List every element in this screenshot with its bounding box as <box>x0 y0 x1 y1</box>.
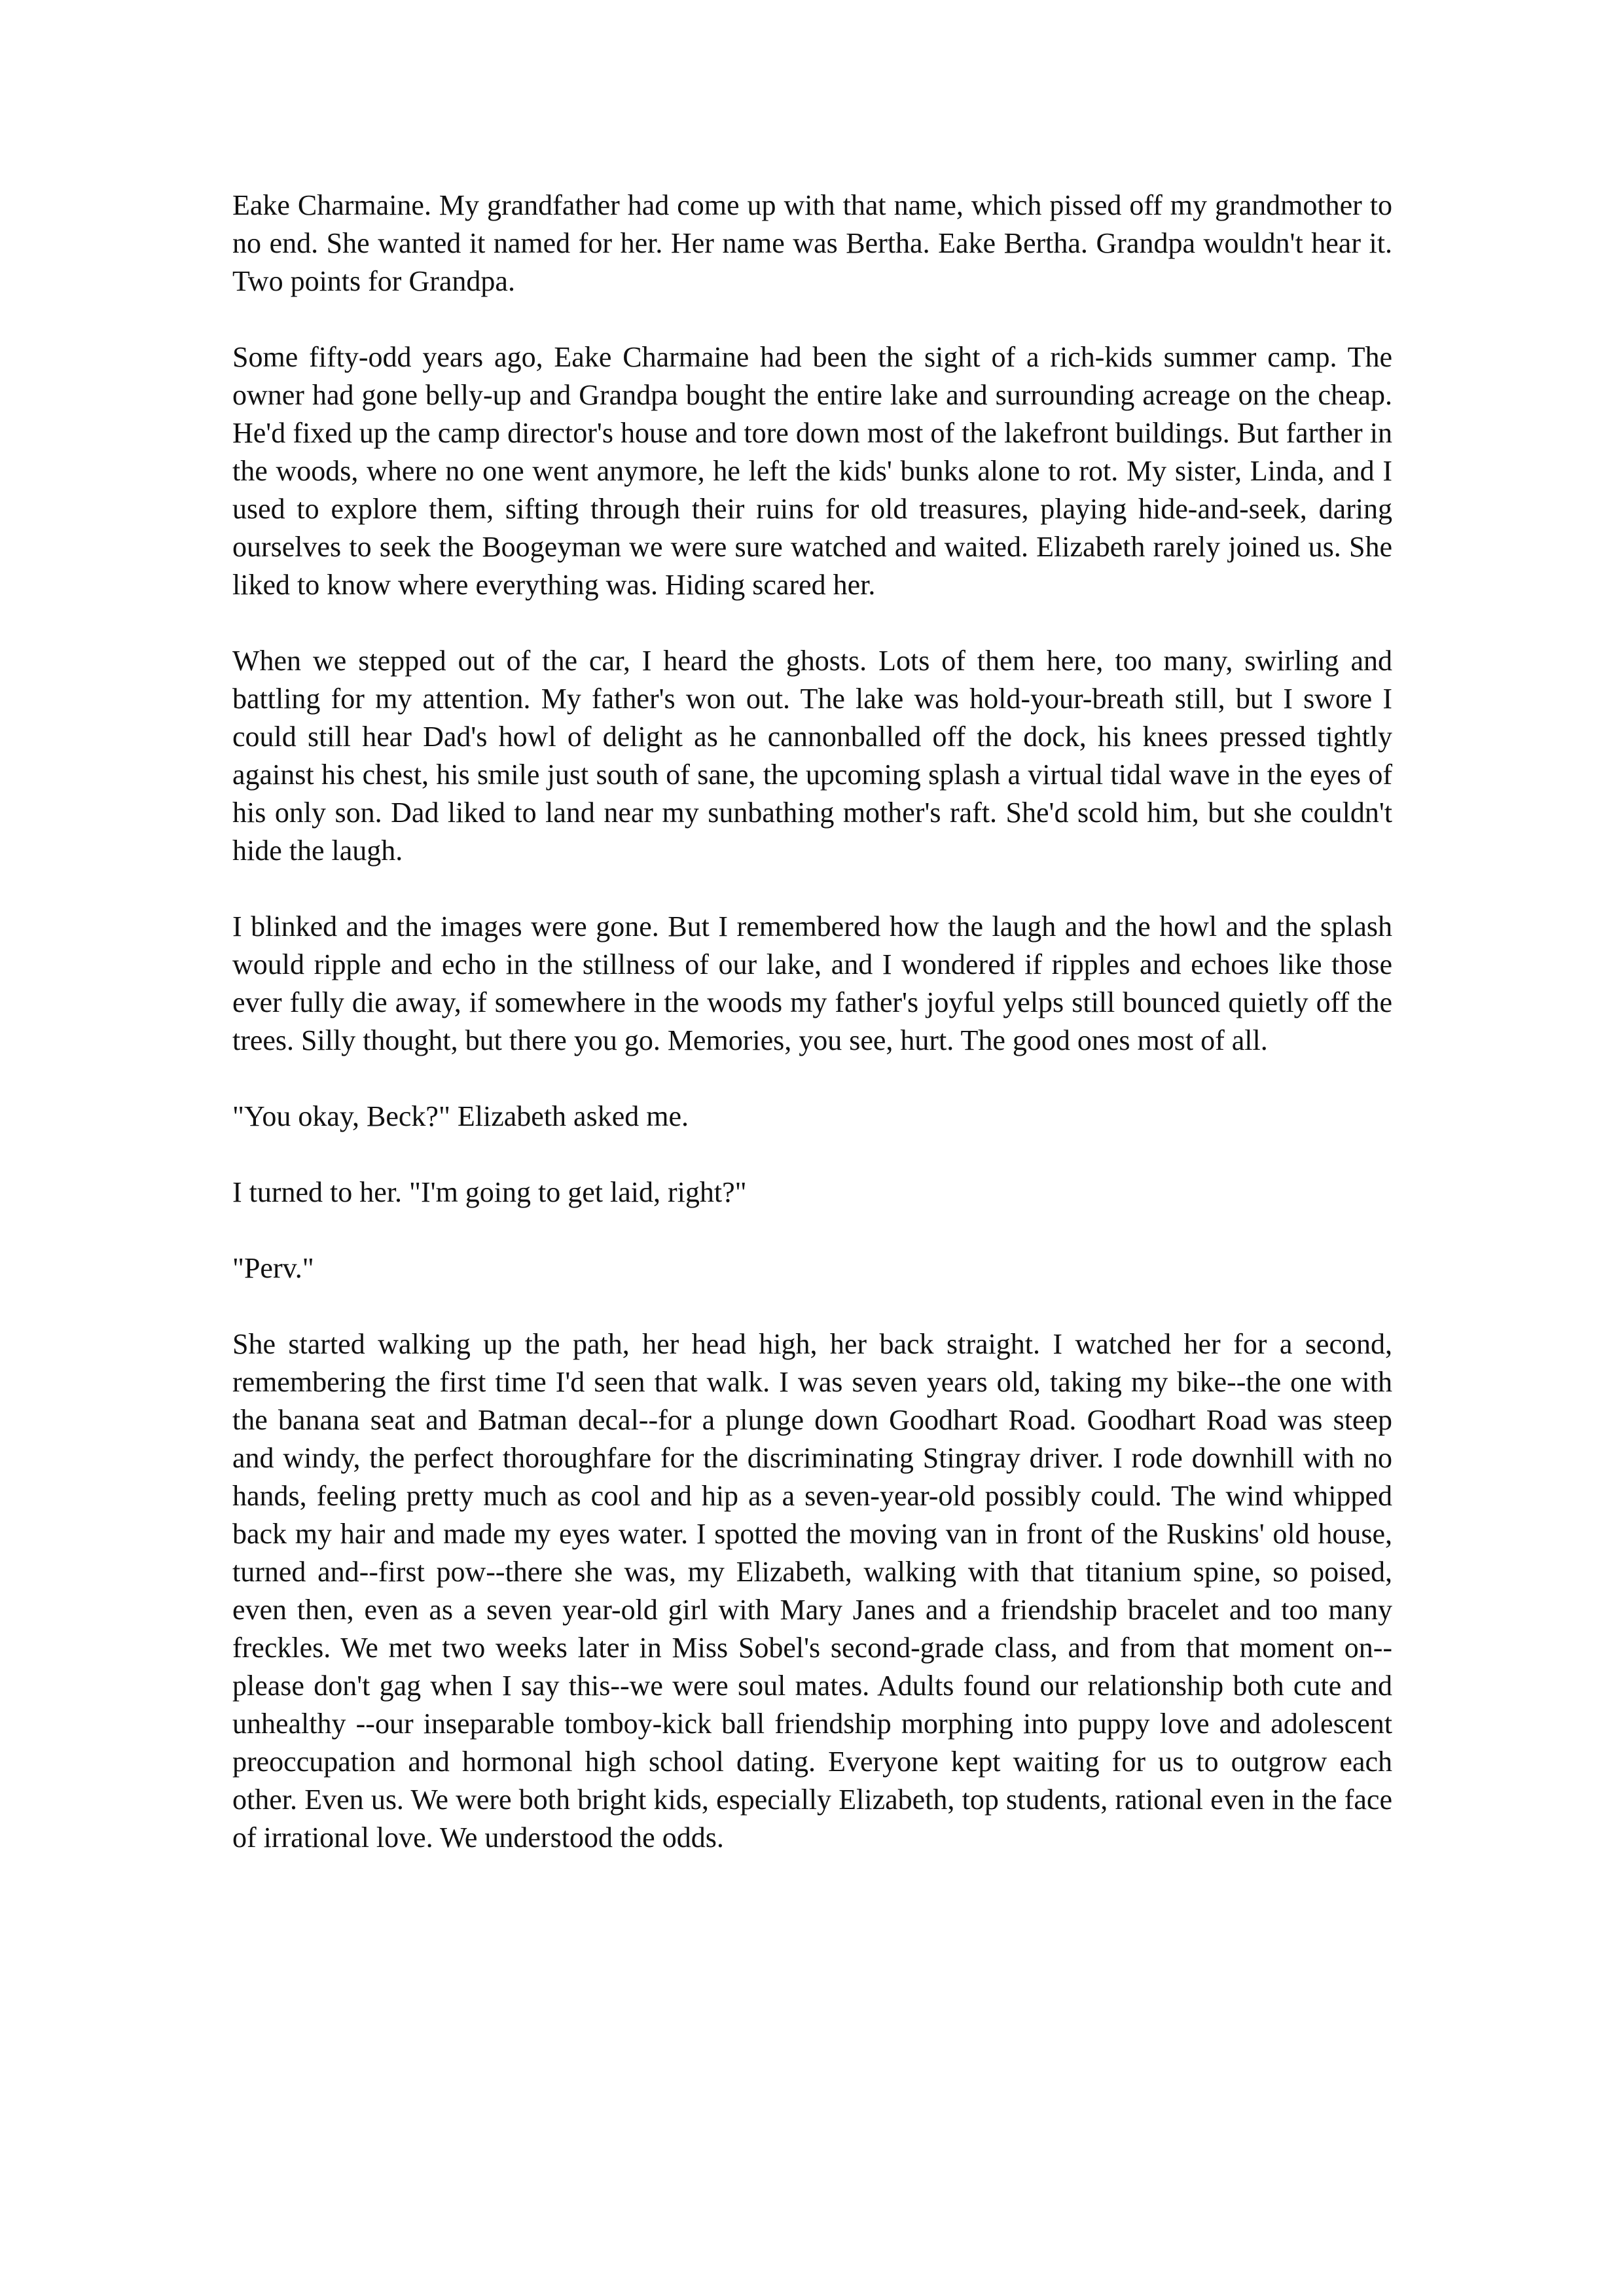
paragraph-dialogue-turned: I turned to her. "I'm going to get laid, right?" <box>232 1176 747 1208</box>
paragraph-lake-name: Eake Charmaine. My grandfather had come up with that name, which pissed off my grandmother to no end. She wanted it named for her. Her name was Bertha. Eake Bertha. Grandpa wouldn't hear it. Two points for Grandpa. <box>232 189 1392 297</box>
paragraph-dialogue-perv: "Perv." <box>232 1252 314 1284</box>
document-page <box>232 187 1392 1895</box>
paragraph-summer-camp: Some fifty-odd years ago, Eake Charmaine had been the sight of a rich-kids summer camp. The owner had gone belly-up and Grandpa bought the entire lake and surrounding acreage on the cheap. He'd fixed up the camp director's house and tore down most of the lakefront buildings. But farther in the woods, where no one went anymore, he left the kids' bunks alone to rot. My sister, Linda, and I used to explore them, sifting through their ruins for old treasures, playing hide-and-seek, daring ourselves to seek the Boogeyman we were sure watched and waited. Elizabeth rarely joined us. She liked to know where everything was. Hiding scared her. <box>232 341 1392 601</box>
paragraph-ghosts: When we stepped out of the car, I heard the ghosts. Lots of them here, too many, swirling and battling for my attention. My father's won out. The lake was hold-your-breath still, but I swore I could still hear Dad's howl of delight as he cannonballed off the dock, his knees pressed tightly against his chest, his smile just south of sane, the upcoming splash a virtual tidal wave in the eyes of his only son. Dad liked to land near my sunbathing mother's raft. She'd scold him, but she couldn't hide the laugh. <box>232 645 1392 867</box>
paragraph-first-walk: She started walking up the path, her head high, her back straight. I watched her for a second, remembering the first time I'd seen that walk. I was seven years old, taking my bike--the one with the banana seat and Batman decal--for a plunge down Goodhart Road. Goodhart Road was steep and windy, the perfect thoroughfare for the discriminating Stingray driver. I rode downhill with no hands, feeling pretty much as cool and hip as a seven-year-old possibly could. The wind whipped back my hair and made my eyes water. I spotted the moving van in front of the Ruskins' old house, turned and--first pow--there she was, my Elizabeth, walking with that titanium spine, so poised, even then, even as a seven year-old girl with Mary Janes and a friendship bracelet and too many freckles. We met two weeks later in Miss Sobel's second-grade class, and from that moment on--please don't gag when I say this--we were soul mates. Adults found our relationship both cute and unhealthy --our inseparable tomboy-kick ball friendship morphing into puppy love and adolescent preoccupation and hormonal high school dating. Everyone kept waiting for us to outgrow each other. Even us. We were both bright kids, especially Elizabeth, top students, rational even in the face of irrational love. We understood the odds. <box>232 1328 1392 1854</box>
paragraph-dialogue-okay: "You okay, Beck?" Elizabeth asked me. <box>232 1100 689 1132</box>
paragraph-memories: I blinked and the images were gone. But I remembered how the laugh and the howl and the splash would ripple and echo in the stillness of our lake, and I wondered if ripples and echoes like those ever fully die away, if somewhere in the woods my father's joyful yelps still bounced quietly off the trees. Silly thought, but there you go. Memories, you see, hurt. The good ones most of all. <box>232 910 1392 1056</box>
